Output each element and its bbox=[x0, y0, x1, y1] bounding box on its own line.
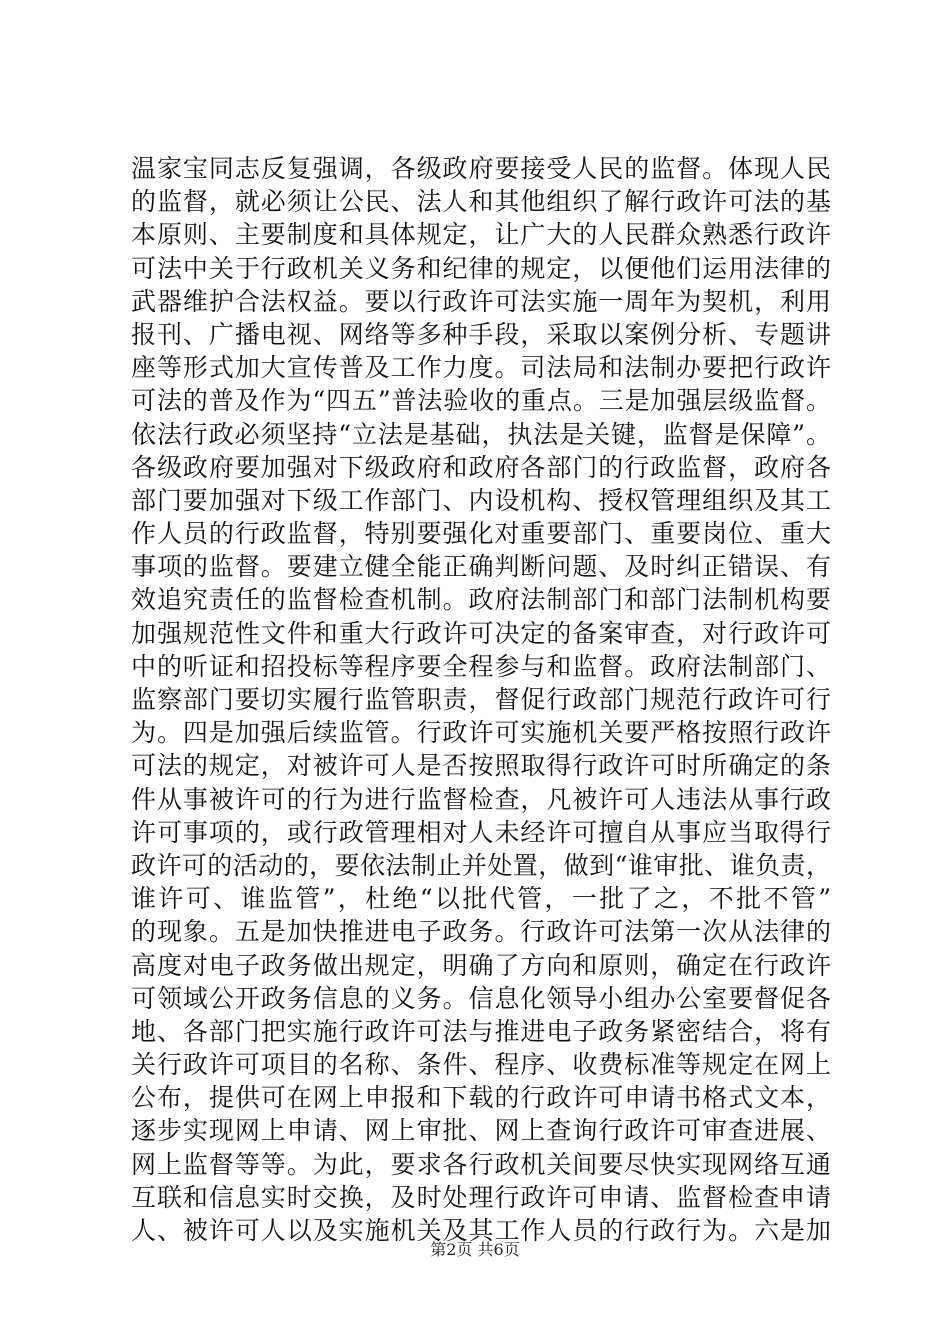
text-line: 各级政府要加强对下级政府和政府各部门的行政监督，政府各 bbox=[131, 452, 831, 482]
text-line: 许可事项的，或行政管理相对人未经许可擅自从事应当取得行 bbox=[131, 817, 831, 847]
text-line: 政许可的活动的，要依法制止并处置，做到“谁审批、谁负责， bbox=[131, 850, 831, 880]
text-line: 的监督，就必须让公民、法人和其他组织了解行政许可法的基 bbox=[131, 187, 831, 217]
text-line: 武器维护合法权益。要以行政许可法实施一周年为契机，利用 bbox=[131, 286, 831, 316]
text-line: 温家宝同志反复强调，各级政府要接受人民的监督。体现人民 bbox=[131, 154, 831, 183]
text-line: 互联和信息实时交换，及时处理行政许可申请、监督检查申请 bbox=[131, 1182, 831, 1212]
text-line: 事项的监督。要建立健全能正确判断问题、及时纠正错误、有 bbox=[131, 552, 831, 582]
text-line: 监察部门要切实履行监管职责，督促行政部门规范行政许可行 bbox=[131, 685, 831, 714]
text-line: 加强规范性文件和重大行政许可决定的备案审查，对行政许可 bbox=[131, 618, 831, 648]
text-line: 本原则、主要制度和具体规定，让广大的人民群众熟悉行政许 bbox=[131, 220, 831, 250]
text-line: 网上监督等等。为此，要求各行政机关间要尽快实现网络互通 bbox=[131, 1149, 831, 1179]
document-body bbox=[131, 152, 831, 1247]
text-line: 部门要加强对下级工作部门、内设机构、授权管理组织及其工 bbox=[131, 485, 831, 515]
text-line: 逐步实现网上申请、网上审批、网上查询行政许可审查进展、 bbox=[131, 1116, 831, 1146]
text-line: 人、被许可人以及实施机关及其工作人员的行政行为。六是加 bbox=[131, 1216, 831, 1245]
text-line: 公布，提供可在网上申报和下载的行政许可申请书格式文本， bbox=[131, 1083, 831, 1113]
text-line: 件从事被许可的行为进行监督检查，凡被许可人违法从事行政 bbox=[131, 784, 831, 814]
text-line: 报刊、广播电视、网络等多种手段，采取以案例分析、专题讲 bbox=[131, 319, 831, 349]
text-line: 关行政许可项目的名称、条件、程序、收费标准等规定在网上 bbox=[131, 1050, 831, 1080]
text-line: 可法中关于行政机关义务和纪律的规定，以便他们运用法律的 bbox=[131, 253, 831, 283]
page-footer: 第2页 共6页 bbox=[430, 1240, 520, 1259]
text-line: 高度对电子政务做出规定，明确了方向和原则，确定在行政许 bbox=[131, 950, 831, 980]
text-line: 为。四是加强后续监管。行政许可实施机关要严格按照行政许 bbox=[131, 718, 831, 748]
text-line: 中的听证和招投标等程序要全程参与和监督。政府法制部门、 bbox=[131, 651, 831, 681]
text-line: 的现象。五是加快推进电子政务。行政许可法第一次从法律的 bbox=[131, 917, 831, 947]
text-line: 谁许可、谁监管”，杜绝“以批代管，一批了之，不批不管” bbox=[131, 884, 831, 914]
text-line: 可法的规定，对被许可人是否按照取得行政许可时所确定的条 bbox=[131, 751, 831, 781]
text-line: 地、各部门把实施行政许可法与推进电子政务紧密结合，将有 bbox=[131, 1016, 831, 1046]
text-line: 可法的普及作为“四五”普法验收的重点。三是加强层级监督。 bbox=[131, 386, 831, 416]
text-line: 作人员的行政监督，特别要强化对重要部门、重要岗位、重大 bbox=[131, 519, 831, 549]
text-line: 可领域公开政务信息的义务。信息化领导小组办公室要督促各 bbox=[131, 983, 831, 1013]
text-line: 效追究责任的监督检查机制。政府法制部门和部门法制机构要 bbox=[131, 585, 831, 615]
text-line: 座等形式加大宣传普及工作力度。司法局和法制办要把行政许 bbox=[131, 353, 831, 383]
text-line: 依法行政必须坚持“立法是基础，执法是关键，监督是保障”。 bbox=[131, 419, 831, 449]
